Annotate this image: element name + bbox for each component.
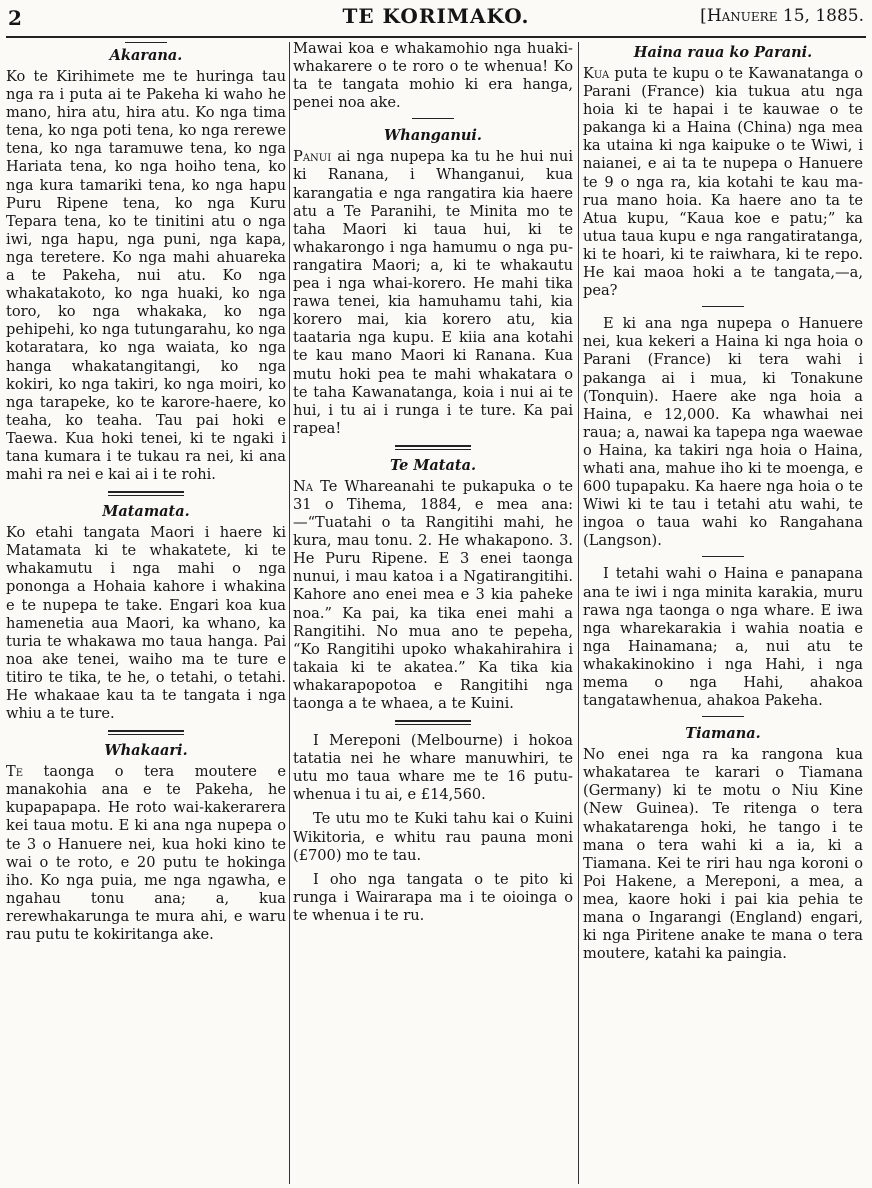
article-text: taonga o tera moutere e manakohia ana e te Pakeha, he kupapapapa. He roto wai-kakerarera kei taua motu. E ki ana nga nupepa o te 3 o Hanuere nei, kua hoki kino te wai o te roto, e 20 putu te hokinga iho. Ko nga puia, me nga ngawha, e ngahau tonu ana; a, kua rerewhakarunga te mura ahi, e waru rau putu te kokiritanga ake. <box>6 763 286 944</box>
lead-word: Kua <box>583 65 610 82</box>
lead-word: Na <box>293 477 313 495</box>
article-haina-3: I tetahi wahi o Haina e panapana ana te iwi i nga minita karakia, muru rawa nga taonga o nga whare. E iwa nga wharekarakia i wahia noatia e nga Hainamana; a, nui atu te whakakinokino i nga Hahi, i nga mema o nga Hahi, ahakoa tangatawhenua, ahakoa Pakeha. <box>583 565 863 710</box>
heading-whakaari: Whakaari. <box>104 742 188 760</box>
article-continued: Mawai koa e whakamohio nga huaki-whakarere o te roro o te whenua! Ko ta te tangata mohio ki era hanga, penei noa ake. <box>293 42 573 112</box>
column-divider-1 <box>289 42 290 1184</box>
masthead <box>0 0 872 36</box>
section-rule <box>395 720 471 725</box>
heading-tiamana: Tiamana. <box>685 725 761 743</box>
article-matamata: Ko etahi tangata Maori i haere ki Matamata ki te whakatete, ki te whakamutu i nga mahi o nga pononga a Hohaia kahore i whakina e te nupepa te take. Engari koa kua hamenetia aua Maori, ka whano, ka turia te whakawa mo taua hanga. Pai noa ake tenei, waiho ma te ture e titiro te tika, te he, o tetahi, o tetahi. He whakaae kau ta te tangata i nga whiu a te ture. <box>6 524 286 723</box>
lead-word: Te <box>6 763 24 781</box>
article-text: puta te kupu o te Kawanatanga o Parani (France) kia tukua atu nga hoia ki te hapai i te kauwae o te pakanga ki a Haina (China) nga mea ka utaina ki nga kaipuke o te Wiwi, i naianei, e ai ta te nupepa o Hanuere te 9 o nga ra, kia kotahi te kau ma-rua mano hoia. Ka haere ano ta te Atua kupu, “Kaua koe e patu;” ka utua taua kupu e nga rangatiratanga, ki te hoari, ki te raiwhara, ki te repo. He kai maoa hoki a te tangata,—a, pea? <box>583 65 863 300</box>
article-text: Te Whareanahi te pukapuka o te 31 o Tihema, 1884, e mea ana:—“Tuatahi o ta Rangitihi mahi, he kura, mau tonu. 2. He whakapono. 3. He Puru Ripene. E 3 enei taonga nunui, i mau katoa i a Ngatirangitihi. Kahore ano enei mea e 3 kia paheke noa.” Ka pai, ka tika enei mahi a Rangitihi. No mua ano te pepeha, “Ko Rangitihi upoko whakahirahira i takaia ki te akatea.” Ka tika kia whakarapopotoa e Rangitihi nga taonga a te whaea, a te Kuini. <box>293 477 573 712</box>
heading-akarana: Akarana. <box>109 47 183 64</box>
section-rule <box>108 491 184 496</box>
section-rule <box>702 556 744 557</box>
heading-whanganui: Whanganui. <box>384 127 482 145</box>
article-haina-1 <box>583 65 863 300</box>
page-number: 2 <box>8 6 22 30</box>
section-rule <box>395 445 471 450</box>
heading-te-matata: Te Matata. <box>389 456 477 474</box>
article-whakaari <box>6 763 286 944</box>
article-tiamana: No enei nga ra ka rangona kua whakatarea te karari o Tiamana (Germany) ki te motu o Niu Kine (New Guinea). Te ritenga o tera whakatarenga hoki, he tango i te mana o tera wahi ki a ia, ki a Tiamana. Kei te riri hau nga koroni o Poi Hakene, a Mereponi, a mea, a mea, kaore hoki i pai kia pehia te mana o Ingarangi (England) engari, ki nga Piritene anake te mana o tera moutere, katahi ka paingia. <box>583 746 863 963</box>
issue-date <box>700 6 864 26</box>
section-rule <box>125 42 167 43</box>
article-whanganui <box>293 148 573 438</box>
article-haina-2: E ki ana nga nupepa o Hanuere nei, kua kekeri a Haina ki nga hoia o Parani (France) ki tera wahi i pakanga ai i mua, ki Tonakune (Tonquin). Haere ake nga hoia a Haina, e 12,000. Ka whawhai nei raua; a, nawai ka tapepa nga waewae o Haina, ka takiri nga hoia o Haina, whati ana, mahue iho ki te moenga, e 600 tupapaku. Ka haere nga hoia o te Wiwi ki te tau i tetahi atu wahi, te ingoa o taua wahi ko Rangahana (Langson). <box>583 315 863 550</box>
article-wairarapa: I oho nga tangata o te pito ki runga i Wairarapa ma i te oioinga o te whenua i te ru. <box>293 870 573 924</box>
column-divider-2 <box>578 42 579 1184</box>
date-bracket: [ <box>700 6 707 26</box>
section-rule <box>702 716 744 717</box>
heading-matamata: Matamata. <box>102 503 190 521</box>
newspaper-title: TE KORIMAKO. <box>342 4 530 28</box>
article-akarana: Ko te Kirihimete me te huringa tau nga ra i puta ai te Pakeha ki waho he mano, hira atu, hira atu. Ko nga tima tena, ko nga poti tena, ko nga rerewe tena, ko nga taramuwe tena, ko nga Hariata tena, ko nga hoiho tena, ko nga kura tamariki tena, ko nga hapu Puru Ripene tena, ko nga Kuru Tepara tena, ko te tinitini atu o nga iwi, nga hapu, nga puni, nga kapa, nga teretere. Ko nga mahi ahuareka a te Pakeha, nui atu. Ko nga whakatakoto, ko nga huaki, ko nga toro, ko nga whakaka, ko nga pehipehi, ko nga tutungarahu, ko nga kotaratara, ko nga waiata, ko nga hanga whakatangitangi, ko nga kokiri, ko nga takiri, ko nga moiri, ko nga tarapeke, ko te karore-haere, ko teaha, ko teaha. Tau pai hoki e Taewa. Kua hoki tenei, ki te ngaki i tana kumara i te tukau ra nei, ki ana mahi ra nei e kai ai i te rohi. <box>6 68 286 484</box>
section-rule <box>702 306 744 307</box>
heading-haina: Haina raua ko Parani. <box>633 44 813 61</box>
masthead-rule <box>6 36 866 38</box>
article-melbourne: I Mereponi (Melbourne) i hokoa tatatia nei he whare manuwhiri, te utu mo taua whare me te 16 putu-whenua i tu ai, e £14,560. <box>293 732 573 804</box>
date-day-year: 15, 1885. <box>777 6 864 26</box>
article-text: ai nga nupepa ka tu he hui nui ki Ranana, i Whanganui, kua karangatia e nga rangatira kia haere atu a Te Paranihi, te Minita mo te taha Maori ki taua hui, ki te whakarongo i nga hamumu o nga pu-rangatira Maori; a, ki te whakautu pea i nga whai-korero. He mahi tika rawa tenei, kia hamuhamu tahi, kia korero mai, kia korero atu, kia taataria nga kupu. E kiia ana kotahi te kau mano Maori ki Ranana. Kua mutu hoki pea te mahi whakatara o te taha Kawanatanga, koia i nui ai te hui, i tu ai i runga i te ture. Ka pai rapea! <box>293 148 573 437</box>
section-rule <box>108 730 184 735</box>
section-rule <box>412 118 454 119</box>
article-te-matata <box>293 478 573 713</box>
column-2 <box>293 42 573 1184</box>
date-month: Hanuere <box>706 6 778 26</box>
column-3 <box>583 42 863 1184</box>
lead-word: Panui <box>293 148 332 166</box>
article-kuki: Te utu mo te Kuki tahu kai o Kuini Wikitoria, e whitu rau pauna moni (£700) mo te tau. <box>293 810 573 864</box>
column-1 <box>6 42 286 1184</box>
